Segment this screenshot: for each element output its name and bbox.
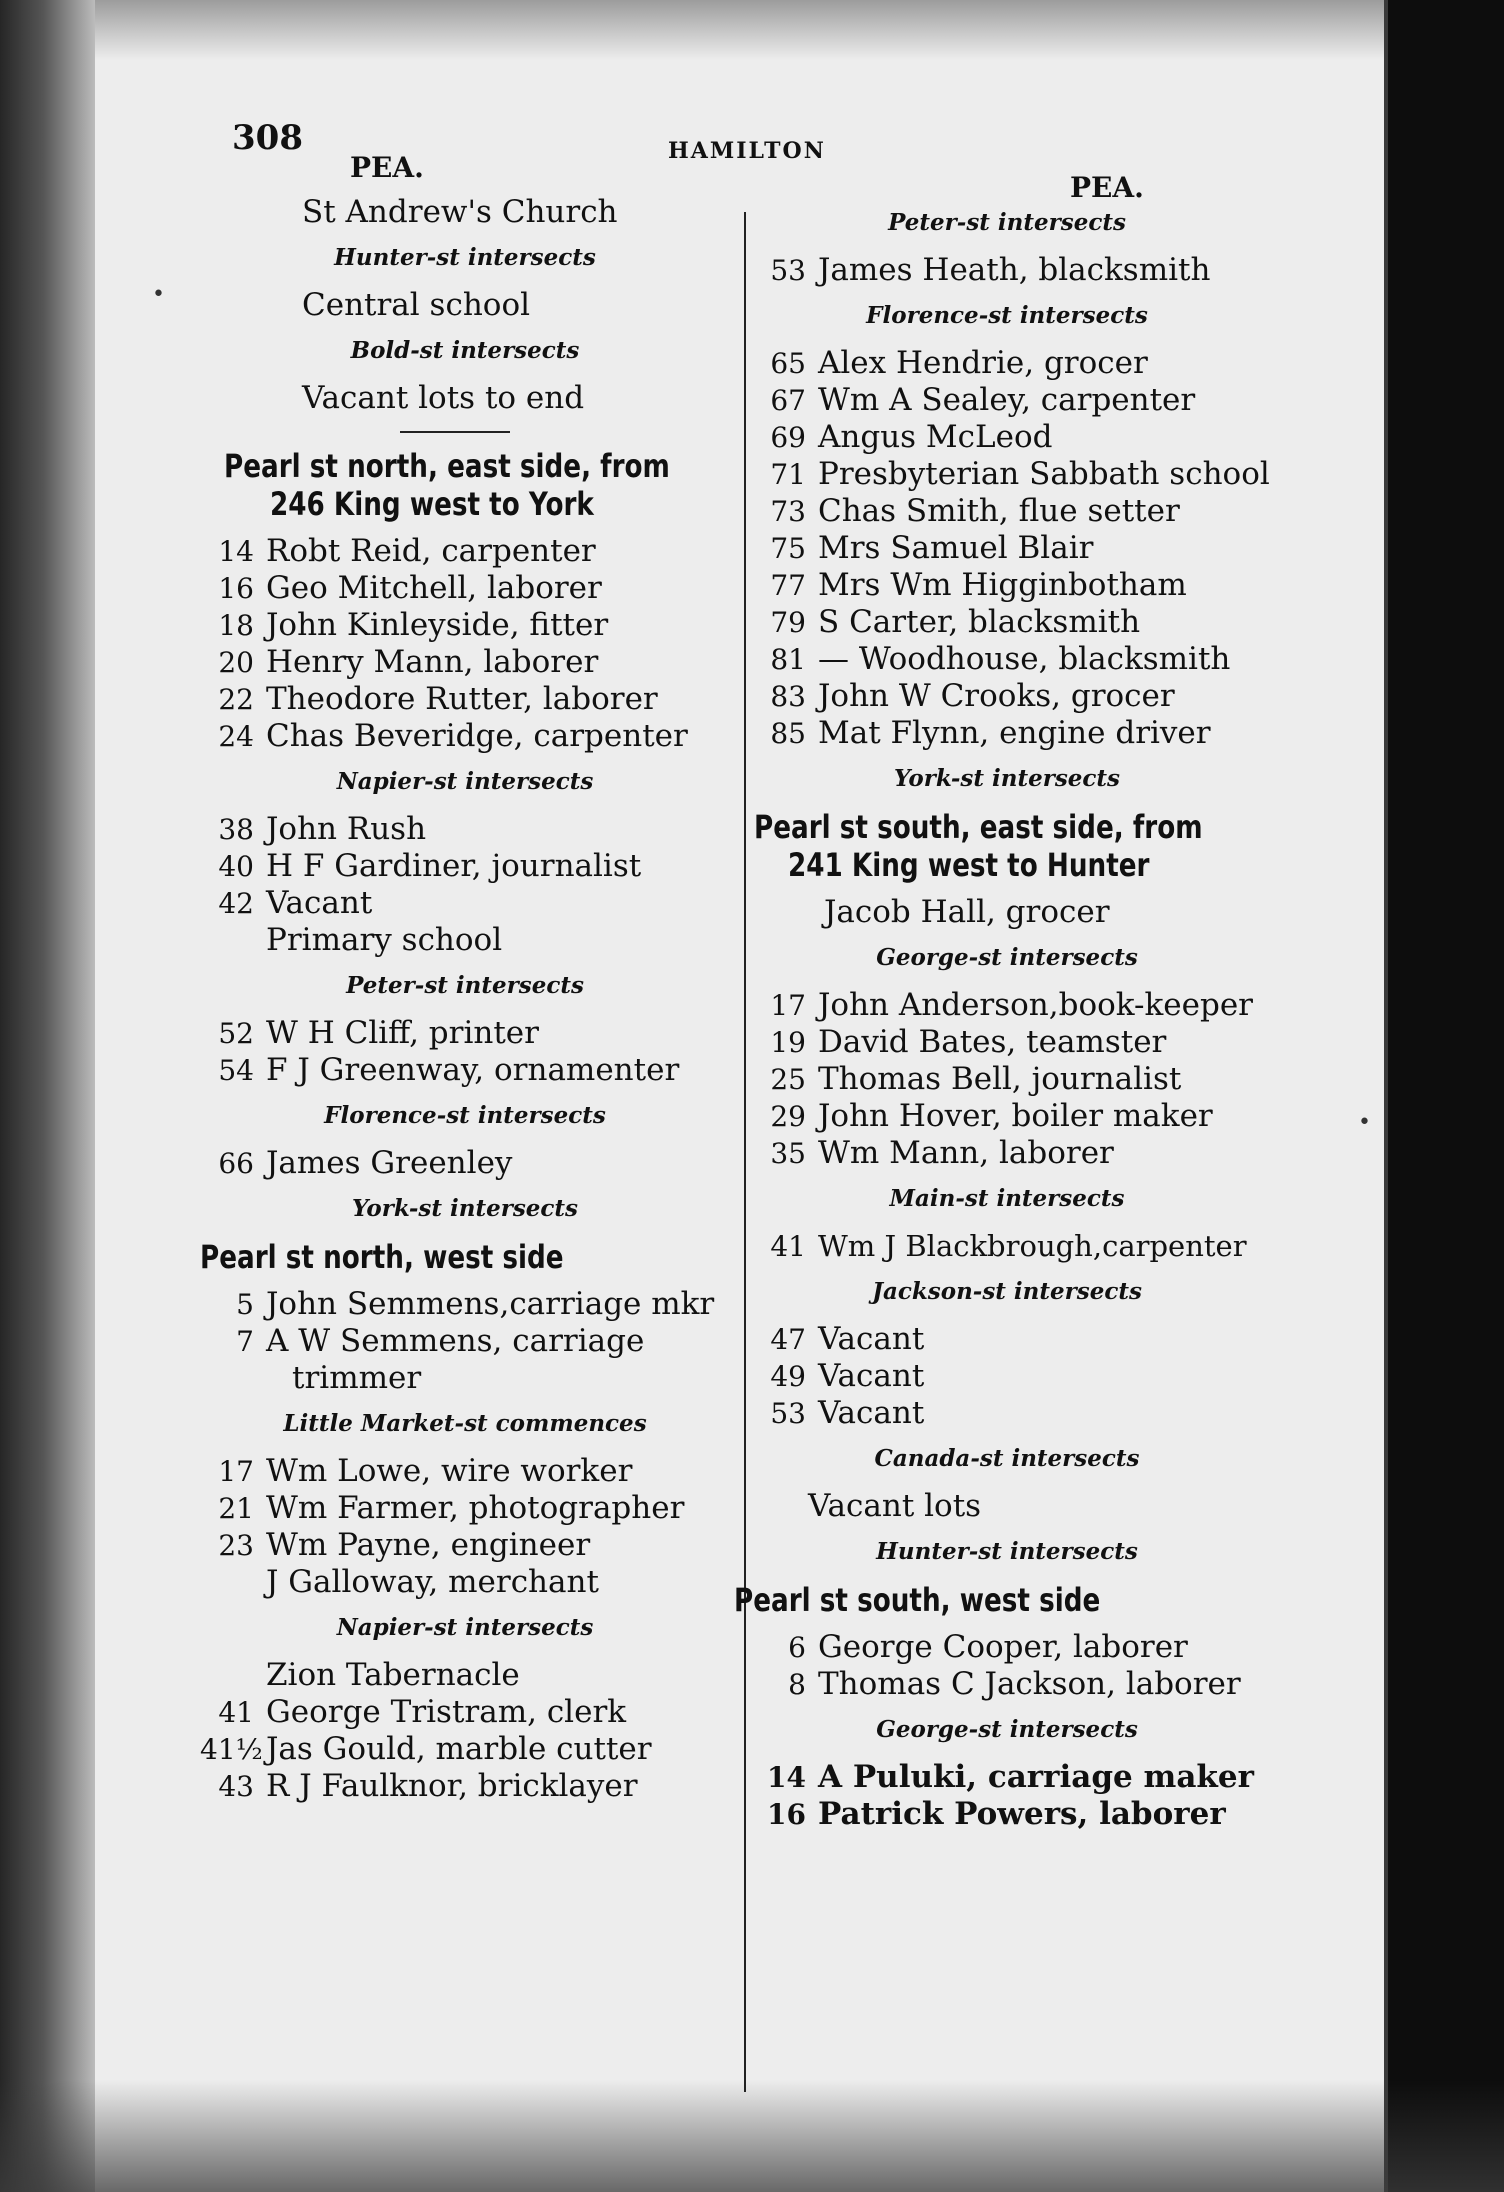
street-number: 79 [770,606,806,639]
resident: Alex Hendrie, grocer [818,345,1148,381]
street-number: 35 [770,1137,806,1170]
resident: Wm Payne, engineer [266,1527,591,1563]
directory-entry [200,681,730,718]
directory-entry [752,1358,1262,1395]
resident: J Galloway, merchant [266,1564,599,1600]
directory-entry [200,1731,730,1768]
intersection-note: George-st intersects [876,1716,1138,1743]
resident: John Rush [266,811,427,847]
intersection-note: Peter-st intersects [888,209,1126,236]
street-number: 49 [770,1360,806,1393]
directory-entry [752,715,1262,752]
street-number: 53 [770,1397,806,1430]
scan-right-border [1388,0,1504,2192]
directory-entry [200,922,730,959]
section-rule [400,431,510,433]
entry-group [200,533,730,755]
street-heading: Pearl st south, west side [734,1581,1101,1619]
directory-entry [752,1759,1262,1796]
resident: Robt Reid, carpenter [266,533,596,569]
directory-entry [752,1061,1262,1098]
resident: George Cooper, laborer [818,1629,1188,1665]
street-number: 83 [770,680,806,713]
street-number: 71 [770,458,806,491]
street-number: 81 [770,643,806,676]
intersection-note: Florence-st intersects [866,302,1148,329]
resident: Henry Mann, laborer [266,644,599,680]
directory-entry [752,678,1262,715]
resident: Thomas Bell, journalist [818,1061,1182,1097]
directory-entry [752,1228,1262,1265]
resident: David Bates, teamster [818,1024,1167,1060]
street-number: 14 [218,535,254,568]
street-number: 5 [236,1288,254,1321]
street-number [200,1564,266,1601]
intersection-note: York-st intersects [351,1195,578,1222]
resident: Angus McLeod [818,419,1053,455]
street-number: 14 [767,1761,806,1794]
resident: James Greenley [266,1145,513,1181]
street-number: 66 [218,1147,254,1180]
resident: A W Semmens, carriage [266,1323,645,1359]
intersection-note: Napier-st intersects [336,1614,594,1641]
directory-entry [200,533,730,570]
street-number: 17 [218,1455,254,1488]
street-heading: Pearl st north, east side, from [224,447,670,485]
directory-line: Vacant lots to end [302,380,585,416]
street-heading: 246 King west to York [270,485,594,523]
street-number: 85 [770,717,806,750]
street-number: 75 [770,532,806,565]
street-number: 8 [788,1668,806,1701]
street-number: 29 [770,1100,806,1133]
street-number: 18 [218,609,254,642]
street-number: 65 [770,347,806,380]
street-number [200,1657,266,1694]
resident: Presbyterian Sabbath school [818,456,1270,492]
resident: Vacant [818,1395,925,1431]
resident: George Tristram, clerk [266,1694,627,1730]
intersection-note: Florence-st intersects [324,1102,606,1129]
directory-entry [200,718,730,755]
column-abbreviation: PEA. [1070,171,1144,204]
directory-entry [200,1145,730,1182]
street-number: 38 [218,813,254,846]
intro-line: St Andrew's Church [302,194,618,230]
street-number: 17 [770,989,806,1022]
resident: F J Greenway, ornamenter [266,1052,680,1088]
directory-entry [200,1694,730,1731]
resident: Wm Farmer, photographer [266,1490,685,1526]
directory-line: Central school [302,287,531,323]
street-number: 42 [218,887,254,920]
resident: John Kinleyside, fitter [266,607,609,643]
directory-line: Jacob Hall, grocer [824,894,1110,930]
street-number: 23 [218,1529,254,1562]
intersection-note: Napier-st intersects [336,768,594,795]
directory-entry [752,567,1262,604]
resident: H F Gardiner, journalist [266,848,642,884]
street-number: 24 [218,720,254,753]
directory-entry [752,1135,1262,1172]
entry-group [752,1759,1262,1833]
resident: Jas Gould, marble cutter [266,1731,652,1767]
intersection-note: George-st intersects [876,944,1138,971]
resident: S Carter, blacksmith [818,604,1141,640]
intersection-note: Hunter-st intersects [876,1538,1138,1565]
resident: Patrick Powers, laborer [818,1796,1226,1832]
street-number: 73 [770,495,806,528]
scan-bottom-shadow [0,2080,1504,2192]
resident: Theodore Rutter, laborer [266,681,658,717]
intersection-note: Hunter-st intersects [334,244,596,271]
directory-entry [752,1024,1262,1061]
directory-entry [200,644,730,681]
entry-group [752,345,1270,752]
directory-entry [752,382,1262,419]
directory-entry [752,252,1262,289]
resident: Mrs Wm Higginbotham [818,567,1187,603]
street-number [200,1360,292,1397]
directory-entry [200,607,730,644]
page-number: 308 [232,118,303,158]
directory-entry [752,419,1262,456]
directory-entry [200,1052,730,1089]
directory-entry [200,1323,730,1360]
street-heading: Pearl st north, west side [200,1238,564,1276]
entry-group [200,1657,730,1805]
entry-group [200,1015,730,1089]
resident: Mat Flynn, engine driver [818,715,1211,751]
right-column [734,170,1270,1833]
intersection-note: Bold-st intersects [350,337,580,364]
street-heading: 241 King west to Hunter [788,846,1150,884]
entry-group [752,987,1262,1172]
street-number: 20 [218,646,254,679]
entry-group [200,1453,730,1601]
directory-entry [752,987,1262,1024]
entry-group [752,1629,1262,1703]
street-number: 67 [770,384,806,417]
resident: Chas Smith, flue setter [818,493,1180,529]
street-number: 53 [770,254,806,287]
entry-group [200,811,730,959]
street-number: 7 [236,1325,254,1358]
resident: R J Faulknor, bricklayer [266,1768,638,1804]
directory-entry [752,641,1262,678]
scan-binding-shadow [0,0,95,2192]
intersection-note: Little Market-st commences [283,1410,647,1437]
directory-entry [200,1564,730,1601]
street-number: 41 [770,1230,806,1263]
resident: Wm A Sealey, carpenter [818,382,1196,418]
resident: James Heath, blacksmith [818,252,1211,288]
street-number: 22 [218,683,254,716]
resident: — Woodhouse, blacksmith [818,641,1231,677]
street-number: 77 [770,569,806,602]
resident: Vacant [818,1321,925,1357]
directory-entry [752,1395,1262,1432]
directory-entry [200,1768,730,1805]
street-number: 16 [218,572,254,605]
street-number [200,922,266,959]
running-title: HAMILTON [668,138,826,164]
entry-group [200,1286,730,1397]
resident: John W Crooks, grocer [818,678,1175,714]
street-number: 6 [788,1631,806,1664]
street-number: 52 [218,1017,254,1050]
scan-speck: • [1358,1110,1371,1135]
directory-entry [752,1321,1262,1358]
intersection-note: Peter-st intersects [346,972,584,999]
resident: John Anderson,book-keeper [818,987,1253,1023]
resident: Primary school [266,922,503,958]
intersection-note: Main-st intersects [889,1185,1125,1212]
directory-entry [200,1015,730,1052]
directory-entry [200,570,730,607]
scan-top-shadow [0,0,1504,60]
resident: Wm Lowe, wire worker [266,1453,633,1489]
directory-entry [752,604,1262,641]
street-number: 41½ [200,1733,263,1766]
left-column [200,150,730,1805]
directory-entry [200,1527,730,1564]
column-abbreviation: PEA. [350,151,424,184]
column-divider [744,212,746,2092]
resident: W H Cliff, printer [266,1015,539,1051]
resident: Vacant [266,885,373,921]
resident: Wm J Blackbrough,carpenter [818,1229,1247,1263]
resident: Wm Mann, laborer [818,1135,1114,1171]
scan-speck: • [152,282,165,307]
resident: Zion Tabernacle [266,1657,520,1693]
directory-line: Vacant lots [808,1488,982,1524]
intersection-note: Jackson-st intersects [872,1278,1142,1305]
directory-entry [200,1360,730,1397]
entry-group [200,1145,730,1182]
directory-entry [752,1666,1262,1703]
street-heading: Pearl st south, east side, from [754,808,1203,846]
street-number: 43 [218,1770,254,1803]
directory-entry [752,1629,1262,1666]
street-number: 54 [218,1054,254,1087]
directory-entry [752,1796,1262,1833]
resident: John Semmens,carriage mkr [266,1286,715,1322]
street-number: 19 [770,1026,806,1059]
directory-entry [200,1453,730,1490]
directory-entry [752,456,1270,493]
street-number: 69 [770,421,806,454]
resident: A Puluki, carriage maker [818,1759,1254,1795]
street-number: 47 [770,1323,806,1356]
resident: Thomas C Jackson, laborer [818,1666,1241,1702]
directory-entry [200,1490,730,1527]
street-number: 41 [218,1696,254,1729]
entry-group [752,252,1262,289]
intersection-note: Canada-st intersects [874,1445,1140,1472]
street-number: 21 [218,1492,254,1525]
resident: John Hover, boiler maker [818,1098,1213,1134]
entry-group [752,1321,1262,1432]
directory-entry [752,345,1262,382]
street-number: 40 [218,850,254,883]
resident: Mrs Samuel Blair [818,530,1094,566]
directory-entry [752,530,1262,567]
directory-entry [200,1657,730,1694]
directory-entry [200,1286,730,1323]
directory-entry [200,885,730,922]
street-number: 16 [767,1798,806,1831]
street-number: 25 [770,1063,806,1096]
directory-entry [200,848,730,885]
resident: Vacant [818,1358,925,1394]
directory-entry [752,493,1262,530]
intersection-note: York-st intersects [893,765,1120,792]
entry-group [752,1228,1262,1265]
resident: trimmer [292,1360,422,1396]
resident: Chas Beveridge, carpenter [266,718,688,754]
directory-entry [200,811,730,848]
directory-entry [752,1098,1262,1135]
resident: Geo Mitchell, laborer [266,570,602,606]
